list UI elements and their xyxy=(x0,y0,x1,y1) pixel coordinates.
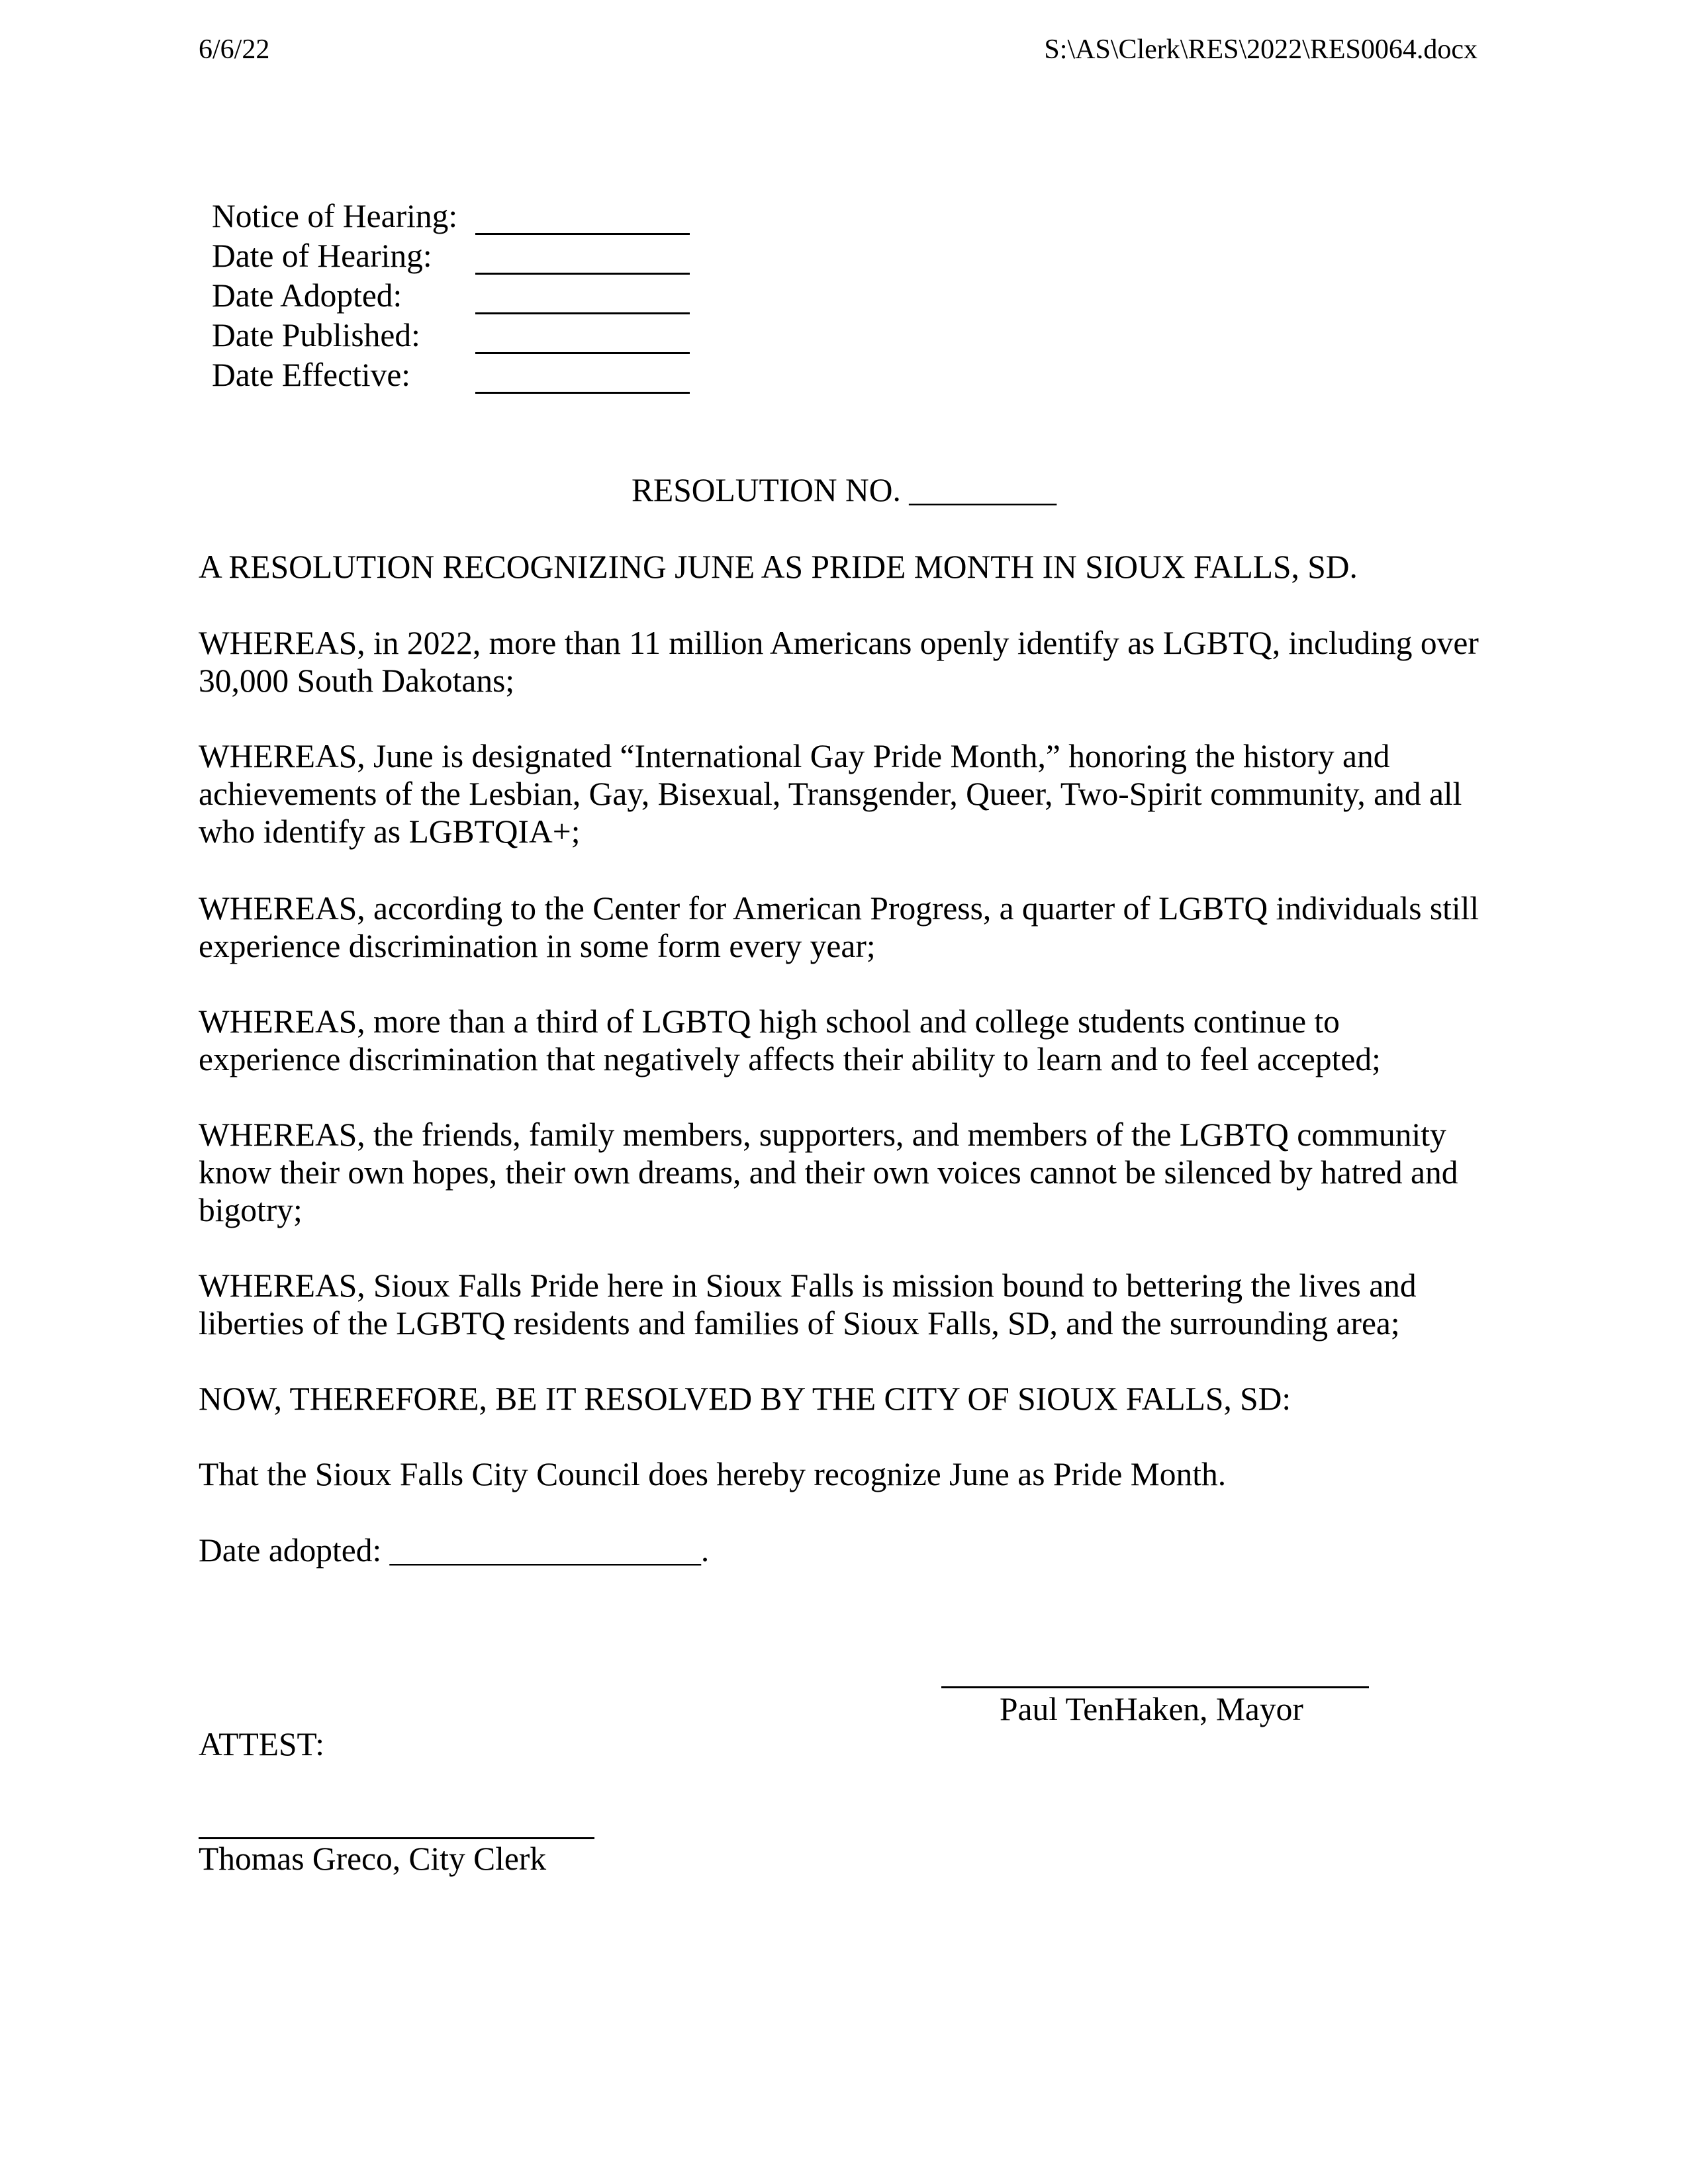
attest-label: ATTEST: xyxy=(199,1726,325,1762)
whereas-clause xyxy=(199,737,1483,850)
whereas-clause xyxy=(199,1116,1483,1229)
whereas-text: WHEREAS, June is designated “International Gay Pride Month,” honoring the history and achievements of the Lesbian, Gay, Bisexual, Transgender, Queer, Two-Spirit community, and all who identify as LGBTQIA+; xyxy=(199,738,1462,850)
clerk-name: Thomas Greco, City Clerk xyxy=(199,1841,547,1877)
header-file-path: S:\AS\Clerk\RES\2022\RES0064.docx xyxy=(1044,34,1477,65)
date-effective-blank xyxy=(475,392,690,394)
recognition-text: That the Sioux Falls City Council does hereby recognize June as Pride Month. xyxy=(199,1456,1227,1492)
date-of-hearing-blank xyxy=(475,273,690,275)
whereas-text: WHEREAS, in 2022, more than 11 million Americans openly identify as LGBTQ, including over 30,000 South Dakotans; xyxy=(199,625,1479,699)
date-published-blank xyxy=(475,352,690,354)
whereas-text: WHEREAS, Sioux Falls Pride here in Sioux Falls is mission bound to bettering the lives and liberties of the LGBTQ residents and families of Sioux Falls, SD, and the surrounding area; xyxy=(199,1267,1417,1342)
whereas-text: WHEREAS, according to the Center for American Progress, a quarter of LGBTQ individuals still experience discrimination in some form every year; xyxy=(199,890,1479,964)
resolution-title xyxy=(199,548,1483,586)
whereas-clause xyxy=(199,1003,1483,1078)
resolution-title-text: A RESOLUTION RECOGNIZING JUNE AS PRIDE MONTH IN SIOUX FALLS, SD. xyxy=(199,549,1358,585)
whereas-clause xyxy=(199,1267,1483,1342)
date-effective-label: Date Effective: xyxy=(212,357,411,393)
whereas-text: WHEREAS, the friends, family members, supporters, and members of the LGBTQ community know their own hopes, their own dreams, and their own voices cannot be silenced by hatred and bigotry; xyxy=(199,1116,1458,1228)
whereas-clause xyxy=(199,889,1483,965)
notice-of-hearing-blank xyxy=(475,233,690,235)
date-adopted-blank xyxy=(475,312,690,314)
date-published-label: Date Published: xyxy=(212,317,420,353)
resolved-clause xyxy=(199,1380,1483,1418)
recognition-clause xyxy=(199,1455,1483,1493)
date-adopted-line: Date adopted: ___________________. xyxy=(199,1532,710,1569)
clerk-signature-line xyxy=(199,1837,594,1839)
resolution-number: RESOLUTION NO. _________ xyxy=(631,472,1057,508)
notice-of-hearing-label: Notice of Hearing: xyxy=(212,198,458,234)
date-of-hearing-label: Date of Hearing: xyxy=(212,238,432,274)
date-adopted-label: Date Adopted: xyxy=(212,277,402,314)
mayor-signature-line xyxy=(941,1686,1369,1688)
header-date: 6/6/22 xyxy=(199,34,270,65)
whereas-text: WHEREAS, more than a third of LGBTQ high school and college students continue to experience discrimination that negatively affects their ability to learn and to feel accepted; xyxy=(199,1003,1381,1077)
resolved-text: NOW, THEREFORE, BE IT RESOLVED BY THE CITY OF SIOUX FALLS, SD: xyxy=(199,1381,1291,1417)
whereas-clause xyxy=(199,624,1483,700)
mayor-name: Paul TenHaken, Mayor xyxy=(1000,1691,1303,1727)
